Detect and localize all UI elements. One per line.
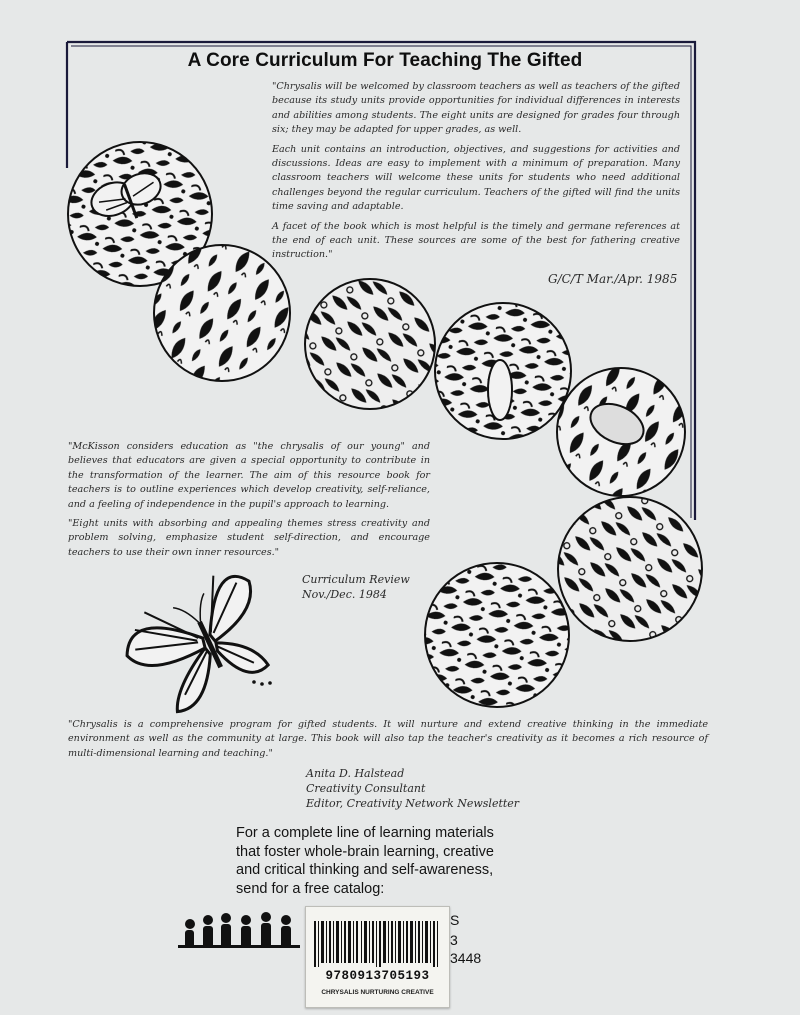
- source-line: Nov./Dec. 1984: [302, 588, 387, 601]
- review-quote-halstead: "Chrysalis is a comprehensive program for gifted students. It will nurture and extend creative thinking in the immediate environment as well as the community at large. This book will also tap the teacher's creativity as it becomes a rich resource of multi-dimensional learning and teaching.": [68, 719, 708, 759]
- catalog-line: that foster whole-brain learning, creative: [236, 843, 494, 860]
- catalog-offer: [236, 824, 494, 898]
- source-name: Anita D. Halstead: [306, 767, 405, 780]
- quote-paragraph: "Eight units with absorbing and appealing themes stress creativity and problem solving, emphasize student self-direction, and encourage teachers to use their own inner resources.": [68, 518, 430, 558]
- publisher-address-fragment: 3: [450, 932, 458, 948]
- source-role: Creativity Consultant: [306, 782, 426, 795]
- circle-7: [425, 563, 569, 707]
- review-quote-curriculum: [68, 440, 430, 565]
- publisher-phone-fragment: 3448: [450, 950, 482, 966]
- isbn-number: 9780913705193: [325, 969, 430, 983]
- catalog-line: send for a free catalog:: [236, 880, 385, 897]
- quote-paragraph: Each unit contains an introduction, objectives, and suggestions for activities and discussions. Ideas are easy to implement with a minimum of preparation. Many classroom teachers will welcome these units for students who need additional challenges beyond the regular curriculum. Teachers of the gifted will find the units time saving and adaptable.: [272, 143, 680, 213]
- circle-3: [305, 279, 435, 409]
- sticker-title-label: CHRYSALIS NURTURING CREATIVE: [321, 989, 434, 996]
- circle-2: [154, 245, 290, 381]
- circle-6: [558, 497, 702, 641]
- quote-paragraph: "Chrysalis will be welcomed by classroom teachers as well as teachers of the gifted because its study units provide opportunities for individual differences in interests and abilities among students. The eight units are designed for grades four through six; they may be adapted for upper grades, as well.: [272, 81, 680, 136]
- barcode-sticker: [305, 906, 450, 1008]
- publisher-name-fragment: S: [450, 912, 460, 928]
- page-title: A Core Curriculum For Teaching The Gifted: [187, 50, 583, 71]
- butterfly-illustration: [112, 563, 287, 722]
- quote-source-halstead: [306, 766, 519, 811]
- catalog-line: For a complete line of learning materials: [236, 825, 494, 841]
- quote-source-curriculum: [302, 572, 410, 602]
- source-line: Curriculum Review: [302, 573, 410, 586]
- quote-source-gct: G/C/T Mar./Apr. 1985: [548, 272, 678, 286]
- quote-paragraph: "McKisson considers education as "the chrysalis of our young" and believes that educators are given a special opportunity to contribute in the transformation of the learner. The aim of this resource book for teachers is to outline experiences which develop creativity, self-reliance, and a feeling of independence in the pupil's approach to learning.: [68, 441, 430, 510]
- quote-paragraph: A facet of the book which is most helpful is the timely and germane references at the end of each unit. These sources are some of the best for fathering creative instruction.": [272, 220, 680, 261]
- publisher-logo: [178, 912, 300, 948]
- barcode-bars: [306, 911, 449, 971]
- source-role: Editor, Creativity Network Newsletter: [306, 797, 520, 810]
- review-quote-gct: [272, 80, 680, 268]
- chrysalis-shape: [488, 360, 512, 420]
- catalog-line: and critical thinking and self-awareness,: [236, 862, 494, 878]
